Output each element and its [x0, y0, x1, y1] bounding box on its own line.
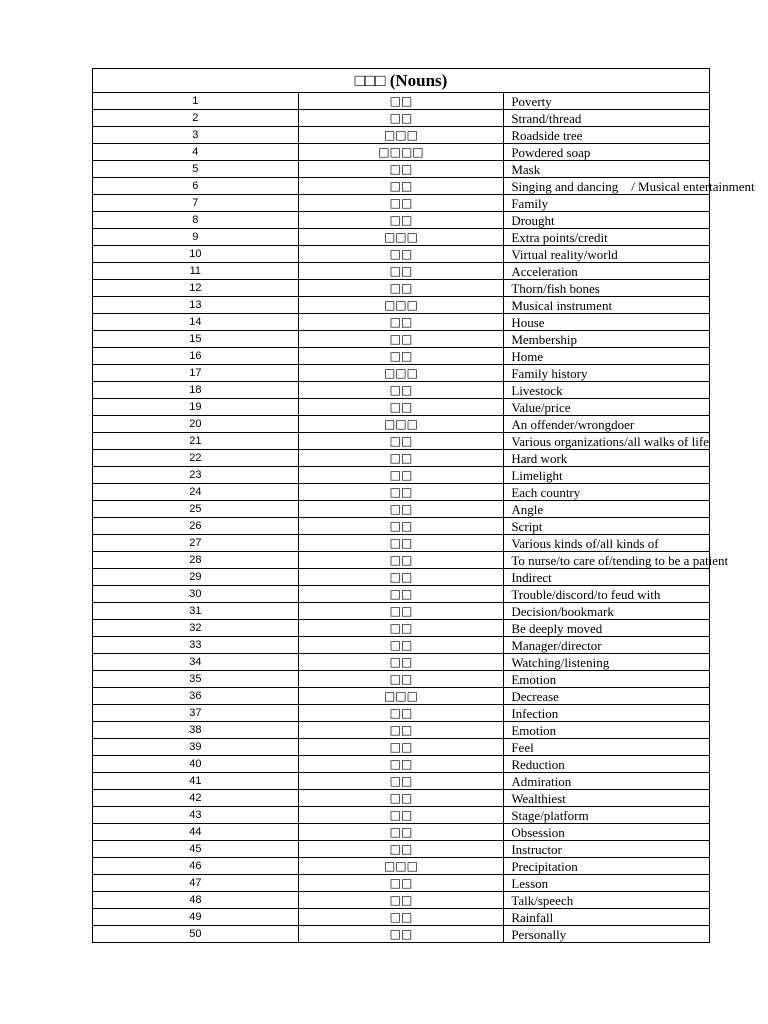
row-number: 46 [93, 858, 299, 875]
row-number: 5 [93, 161, 299, 178]
row-meaning: Acceleration [504, 263, 710, 280]
row-meaning: Angle [504, 501, 710, 518]
row-meaning: Indirect [504, 569, 710, 586]
row-word: □□ [298, 518, 504, 535]
row-number: 8 [93, 212, 299, 229]
table-row [93, 144, 710, 161]
row-number: 29 [93, 569, 299, 586]
row-number: 32 [93, 620, 299, 637]
row-meaning: Infection [504, 705, 710, 722]
row-meaning: Talk/speech [504, 892, 710, 909]
row-number: 18 [93, 382, 299, 399]
row-number: 7 [93, 195, 299, 212]
row-word: □□□ [298, 229, 504, 246]
row-word: □□ [298, 552, 504, 569]
table-row [93, 773, 710, 790]
table-row [93, 212, 710, 229]
row-number: 21 [93, 433, 299, 450]
row-meaning: Instructor [504, 841, 710, 858]
table-row [93, 433, 710, 450]
table-body [93, 93, 755, 943]
row-word: □□ [298, 433, 504, 450]
row-word: □□ [298, 382, 504, 399]
table-row [93, 382, 710, 399]
row-word: □□ [298, 399, 504, 416]
row-meaning: Wealthiest [504, 790, 710, 807]
row-meaning: An offender/wrongdoer [504, 416, 710, 433]
row-meaning: Drought [504, 212, 710, 229]
row-meaning: Feel [504, 739, 710, 756]
row-word: □□ [298, 926, 504, 943]
row-meaning: Strand/thread [504, 110, 710, 127]
row-number: 31 [93, 603, 299, 620]
row-meaning: Be deeply moved [504, 620, 710, 637]
table-row [93, 416, 710, 433]
row-number: 49 [93, 909, 299, 926]
row-number: 23 [93, 467, 299, 484]
row-word: □□ [298, 195, 504, 212]
table-row [93, 756, 710, 773]
row-meaning: Emotion [504, 671, 710, 688]
table-row [93, 569, 710, 586]
table-row [93, 654, 710, 671]
row-number: 50 [93, 926, 299, 943]
table-row [93, 263, 710, 280]
row-word: □□□ [298, 127, 504, 144]
table-row [93, 467, 710, 484]
table-row [93, 620, 710, 637]
row-word: □□ [298, 93, 504, 110]
table-row [93, 637, 710, 654]
row-word: □□□ [298, 416, 504, 433]
row-meaning: Decrease [504, 688, 710, 705]
table-row [93, 127, 710, 144]
table-row [93, 161, 710, 178]
table-row [93, 110, 710, 127]
row-number: 44 [93, 824, 299, 841]
row-number: 1 [93, 93, 299, 110]
row-word: □□ [298, 892, 504, 909]
row-number: 17 [93, 365, 299, 382]
table-row [93, 790, 710, 807]
row-word: □□ [298, 841, 504, 858]
row-number: 27 [93, 535, 299, 552]
row-word: □□ [298, 620, 504, 637]
table-row [93, 178, 710, 195]
row-word: □□ [298, 110, 504, 127]
row-meaning: Obsession [504, 824, 710, 841]
row-word: □□ [298, 212, 504, 229]
row-number: 11 [93, 263, 299, 280]
row-word: □□ [298, 586, 504, 603]
row-meaning: Family history [504, 365, 710, 382]
table-row [93, 824, 710, 841]
row-word: □□ [298, 450, 504, 467]
row-number: 2 [93, 110, 299, 127]
row-word: □□ [298, 705, 504, 722]
table-row [93, 671, 710, 688]
row-number: 33 [93, 637, 299, 654]
table-row [93, 331, 710, 348]
row-meaning: Watching/listening [504, 654, 710, 671]
row-meaning: To nurse/to care of/tending to be a patient [504, 552, 710, 569]
row-meaning: Value/price [504, 399, 710, 416]
row-word: □□□□ [298, 144, 504, 161]
table-row [93, 739, 710, 756]
row-number: 10 [93, 246, 299, 263]
table-row [93, 705, 710, 722]
row-meaning: Emotion [504, 722, 710, 739]
table-row [93, 722, 710, 739]
row-word: □□ [298, 739, 504, 756]
row-meaning: Each country [504, 484, 710, 501]
row-meaning: Membership [504, 331, 710, 348]
table-row [93, 450, 710, 467]
table-row [93, 535, 710, 552]
row-meaning: Stage/platform [504, 807, 710, 824]
table-title: □□□ (Nouns) [93, 69, 710, 93]
row-meaning: Reduction [504, 756, 710, 773]
row-meaning: Hard work [504, 450, 710, 467]
row-number: 25 [93, 501, 299, 518]
table-row [93, 246, 710, 263]
table-row [93, 858, 710, 875]
table-row [93, 484, 710, 501]
table-row [93, 892, 710, 909]
table-row [93, 926, 710, 943]
row-word: □□ [298, 824, 504, 841]
row-meaning: Various organizations/all walks of life [504, 433, 710, 450]
table-row [93, 586, 710, 603]
row-meaning: Mask [504, 161, 710, 178]
row-word: □□ [298, 603, 504, 620]
row-word: □□ [298, 331, 504, 348]
row-word: □□ [298, 484, 504, 501]
row-word: □□ [298, 671, 504, 688]
table-row [93, 314, 710, 331]
table-row [93, 552, 710, 569]
table-row [93, 365, 710, 382]
row-word: □□ [298, 246, 504, 263]
row-word: □□ [298, 790, 504, 807]
row-word: □□ [298, 807, 504, 824]
row-number: 41 [93, 773, 299, 790]
row-number: 43 [93, 807, 299, 824]
row-word: □□ [298, 875, 504, 892]
row-word: □□ [298, 348, 504, 365]
row-number: 19 [93, 399, 299, 416]
row-meaning: Powdered soap [504, 144, 710, 161]
table-row [93, 195, 710, 212]
table-row [93, 501, 710, 518]
row-word: □□ [298, 501, 504, 518]
table-row [93, 807, 710, 824]
row-meaning: Various kinds of/all kinds of [504, 535, 710, 552]
row-number: 35 [93, 671, 299, 688]
row-meaning: Script [504, 518, 710, 535]
row-meaning: Singing and dancing / Musical entertainment [504, 178, 710, 195]
row-number: 37 [93, 705, 299, 722]
row-number: 15 [93, 331, 299, 348]
row-number: 38 [93, 722, 299, 739]
table-row [93, 518, 710, 535]
table-row [93, 875, 710, 892]
row-number: 30 [93, 586, 299, 603]
row-number: 13 [93, 297, 299, 314]
row-number: 20 [93, 416, 299, 433]
row-word: □□ [298, 467, 504, 484]
row-meaning: Precipitation [504, 858, 710, 875]
row-word: □□□ [298, 297, 504, 314]
row-word: □□□ [298, 688, 504, 705]
row-number: 16 [93, 348, 299, 365]
row-meaning: Musical instrument [504, 297, 710, 314]
vocabulary-table [92, 68, 755, 943]
table-row [93, 841, 710, 858]
row-number: 40 [93, 756, 299, 773]
row-word: □□ [298, 314, 504, 331]
row-word: □□ [298, 722, 504, 739]
row-word: □□ [298, 773, 504, 790]
row-meaning: Rainfall [504, 909, 710, 926]
row-number: 26 [93, 518, 299, 535]
row-word: □□ [298, 280, 504, 297]
row-meaning: Lesson [504, 875, 710, 892]
table-row [93, 93, 710, 110]
row-number: 3 [93, 127, 299, 144]
row-meaning: Trouble/discord/to feud with [504, 586, 710, 603]
row-meaning: Thorn/fish bones [504, 280, 710, 297]
row-meaning: House [504, 314, 710, 331]
row-word: □□ [298, 654, 504, 671]
row-word: □□ [298, 637, 504, 654]
row-word: □□ [298, 263, 504, 280]
row-meaning: Family [504, 195, 710, 212]
document-page [92, 68, 755, 943]
table-row [93, 297, 710, 314]
row-number: 9 [93, 229, 299, 246]
row-number: 48 [93, 892, 299, 909]
row-meaning: Manager/director [504, 637, 710, 654]
row-number: 28 [93, 552, 299, 569]
row-word: □□□ [298, 858, 504, 875]
row-meaning: Poverty [504, 93, 710, 110]
row-number: 34 [93, 654, 299, 671]
row-number: 22 [93, 450, 299, 467]
row-number: 4 [93, 144, 299, 161]
table-row [93, 688, 710, 705]
row-word: □□ [298, 569, 504, 586]
table-row [93, 229, 710, 246]
row-meaning: Livestock [504, 382, 710, 399]
row-word: □□ [298, 909, 504, 926]
row-number: 45 [93, 841, 299, 858]
row-number: 12 [93, 280, 299, 297]
row-word: □□ [298, 535, 504, 552]
row-number: 47 [93, 875, 299, 892]
row-word: □□ [298, 756, 504, 773]
row-word: □□□ [298, 365, 504, 382]
row-meaning: Limelight [504, 467, 710, 484]
table-row [93, 280, 710, 297]
row-number: 24 [93, 484, 299, 501]
row-word: □□ [298, 161, 504, 178]
table-row [93, 348, 710, 365]
row-number: 42 [93, 790, 299, 807]
row-number: 39 [93, 739, 299, 756]
row-meaning: Admiration [504, 773, 710, 790]
row-meaning: Roadside tree [504, 127, 710, 144]
row-number: 6 [93, 178, 299, 195]
row-meaning: Virtual reality/world [504, 246, 710, 263]
table-row [93, 399, 710, 416]
row-meaning: Decision/bookmark [504, 603, 710, 620]
row-number: 14 [93, 314, 299, 331]
row-meaning: Personally [504, 926, 710, 943]
table-row [93, 603, 710, 620]
table-header-row [93, 69, 710, 93]
row-number: 36 [93, 688, 299, 705]
table-row [93, 909, 710, 926]
row-meaning: Home [504, 348, 710, 365]
row-meaning: Extra points/credit [504, 229, 710, 246]
row-word: □□ [298, 178, 504, 195]
